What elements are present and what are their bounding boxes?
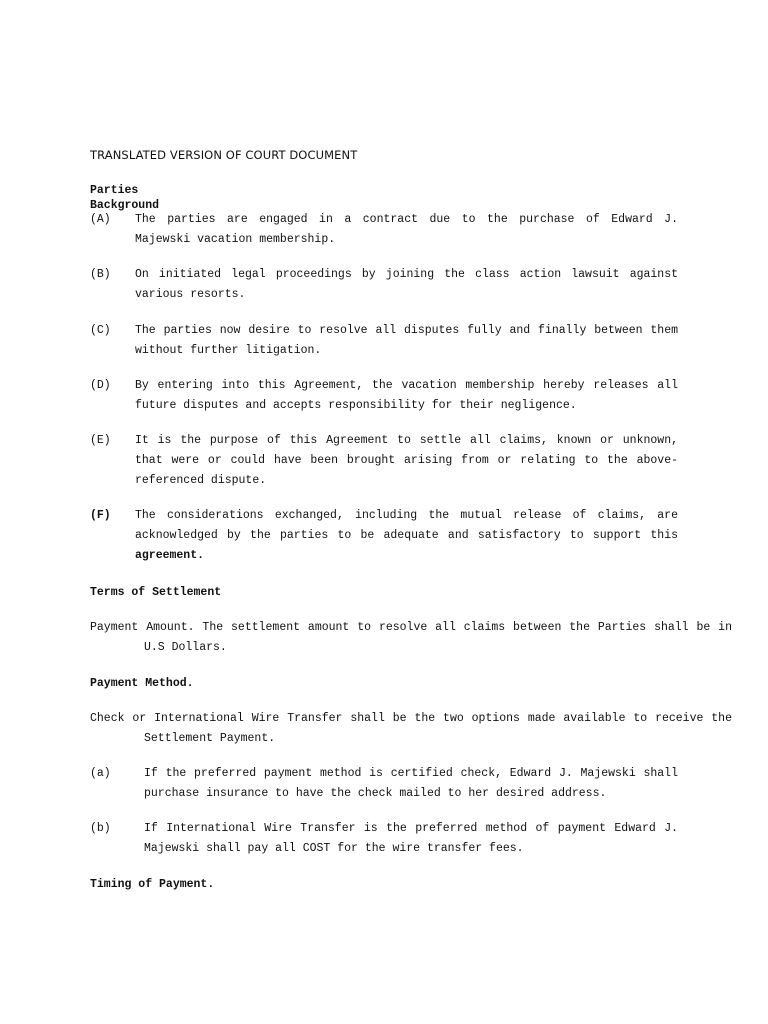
background-heading: Background	[90, 199, 160, 212]
background-item-d	[90, 376, 678, 416]
payment-method-heading: Payment Method.	[90, 677, 194, 690]
parties-heading: Parties	[90, 184, 139, 197]
background-item-e	[90, 431, 678, 491]
item-text	[135, 506, 678, 566]
timing-heading: Timing of Payment.	[90, 878, 215, 891]
item-text: The parties now desire to resolve all disputes fully and finally between them without further litigation.	[135, 324, 678, 357]
item-text-bold-end: agreement.	[135, 549, 205, 562]
payment-method-paragraph: Check or International Wire Transfer shall be the two options made available to receive the Settlement Payment.	[90, 712, 732, 745]
item-text: By entering into this Agreement, the vacation membership hereby releases all future disputes and accepts responsibility for their negligence.	[135, 379, 678, 412]
item-label: (A)	[90, 213, 111, 226]
item-label: (D)	[90, 379, 111, 392]
background-item-c	[90, 321, 678, 361]
payment-amount-paragraph: Payment Amount. The settlement amount to resolve all claims between the Parties shall be in U.S Dollars.	[90, 621, 732, 654]
item-label: (E)	[90, 434, 111, 447]
item-text: On initiated legal proceedings by joining the class action lawsuit against various resorts.	[135, 268, 678, 301]
payment-option-a	[90, 764, 678, 804]
background-item-b	[90, 265, 678, 305]
payment-option-b	[90, 819, 678, 859]
item-label: (C)	[90, 324, 111, 337]
item-label: (B)	[90, 268, 111, 281]
terms-heading: Terms of Settlement	[90, 586, 222, 599]
item-text: It is the purpose of this Agreement to settle all claims, known or unknown, that were or could have been brought arising from or relating to the above-referenced dispute.	[135, 434, 678, 487]
item-text: The parties are engaged in a contract due to the purchase of Edward J. Majewski vacation membership.	[135, 213, 678, 246]
item-label: (a)	[90, 767, 111, 780]
item-label: (b)	[90, 822, 111, 835]
item-text-body: The considerations exchanged, including the mutual release of claims, are acknowledged by the parties to be adequate and satisfactory to support this	[135, 509, 678, 542]
item-text: If International Wire Transfer is the preferred method of payment Edward J. Majewski shall pay all COST for the wire transfer fees.	[144, 822, 678, 855]
background-item-f	[90, 506, 678, 566]
background-item-a	[90, 210, 678, 250]
document-title: TRANSLATED VERSION OF COURT DOCUMENT	[90, 148, 358, 162]
item-label: (F)	[90, 509, 111, 522]
item-text: If the preferred payment method is certified check, Edward J. Majewski shall purchase insurance to have the check mailed to her desired address.	[144, 767, 678, 800]
